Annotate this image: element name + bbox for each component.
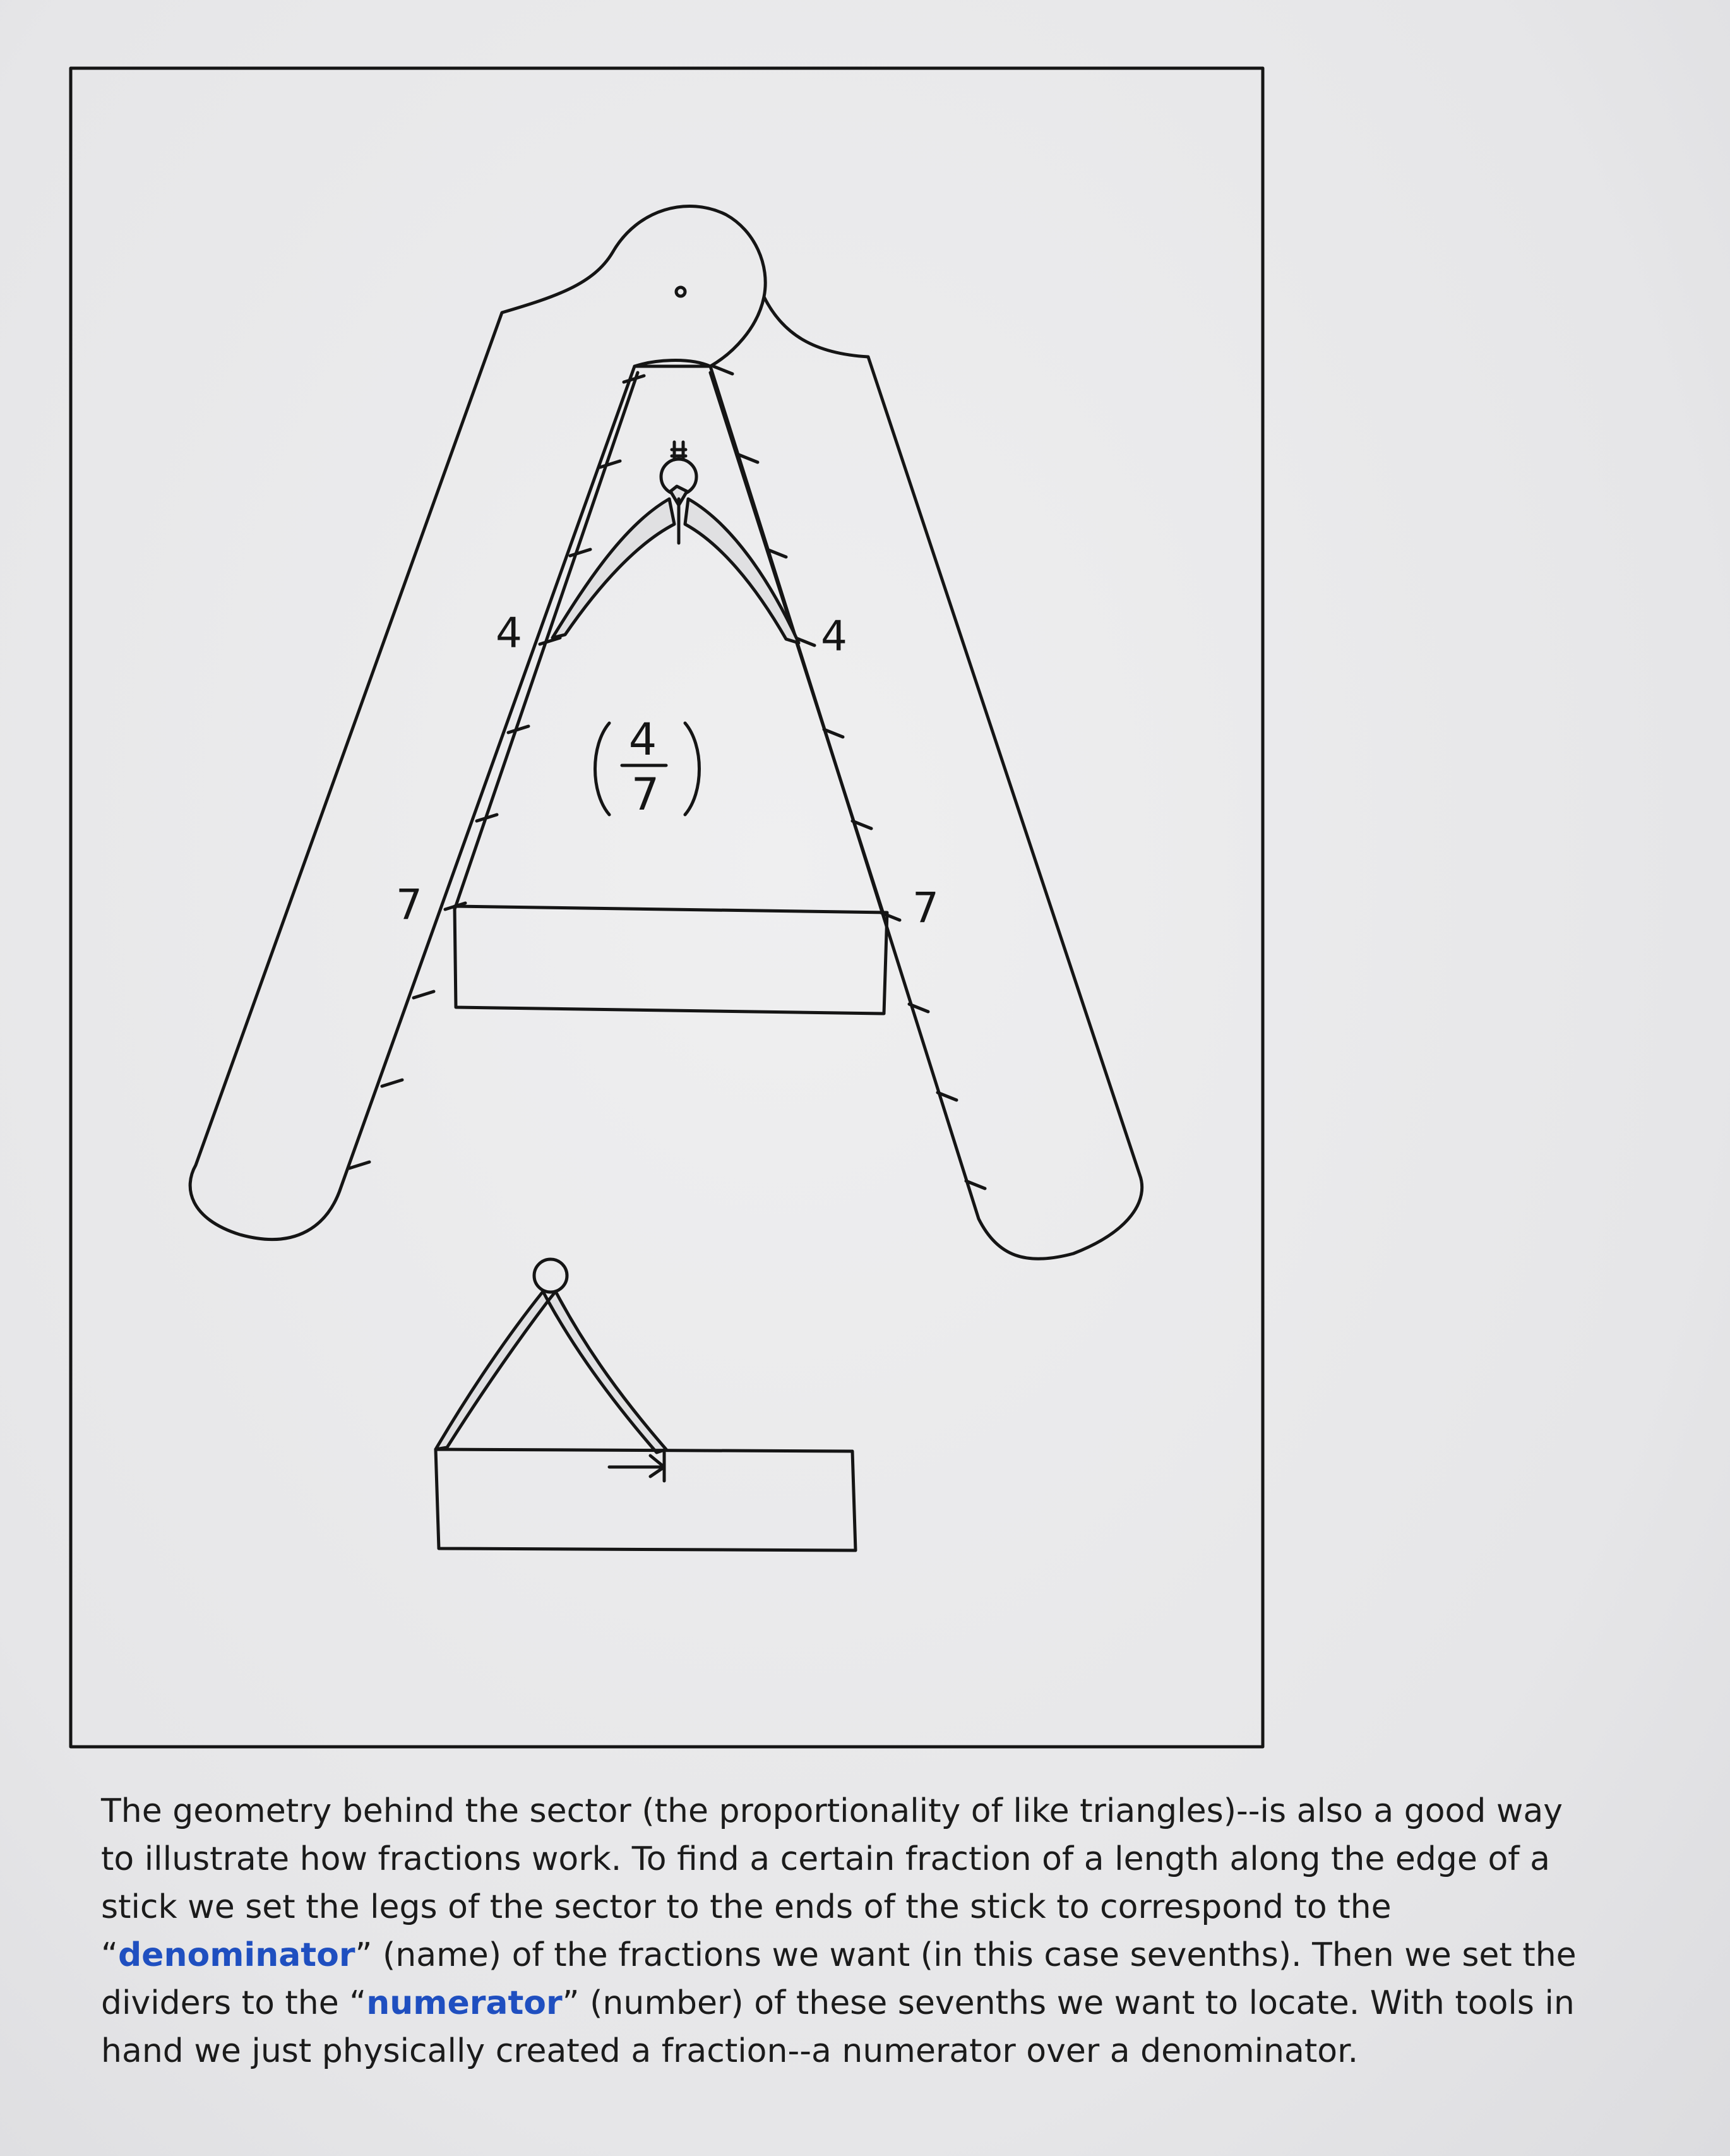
fraction-denominator: 7 xyxy=(631,769,660,820)
triangle-right-side xyxy=(710,373,884,916)
caption-line-4-rest: ” (name) of the fractions we want (in this case sevenths). Then we set the xyxy=(355,1936,1577,1974)
open-quote: “ xyxy=(101,1936,118,1974)
pivot-pin xyxy=(676,287,685,296)
caption-line-5 xyxy=(101,1979,1661,2027)
fraction-label xyxy=(595,714,700,820)
keyword-numerator: numerator xyxy=(366,1984,563,2022)
caption-line-5-pre: dividers to the “ xyxy=(101,1984,367,2022)
caption-line-6: hand we just physically created a fraction--a numerator over a denominator. xyxy=(101,2032,1359,2070)
caption-line-2: to illustrate how fractions work. To find a certain fraction of a length along the edge of a xyxy=(101,1840,1550,1878)
caption-line-3: stick we set the legs of the sector to the ends of the stick to correspond to the xyxy=(101,1888,1392,1926)
fraction-numerator: 4 xyxy=(628,714,657,765)
lower-dividers xyxy=(436,1259,666,1452)
left-leg-ticks xyxy=(349,376,644,1168)
arrow-mark xyxy=(609,1452,664,1481)
figure-frame xyxy=(71,68,1263,1747)
label-left-4: 4 xyxy=(496,609,522,657)
label-right-7: 7 xyxy=(912,883,939,932)
hinge-arc xyxy=(635,297,764,366)
triangle-left-side xyxy=(455,373,638,909)
upper-dividers xyxy=(552,442,799,643)
right-leg-ticks xyxy=(713,366,985,1189)
label-right-4: 4 xyxy=(821,612,847,661)
caption-line-4 xyxy=(101,1931,1661,1979)
upper-stick xyxy=(455,906,887,1014)
caption-line-1: The geometry behind the sector (the proportionality of like triangles)--is also a good way xyxy=(101,1792,1563,1830)
label-left-7: 7 xyxy=(396,880,422,929)
lower-stick xyxy=(436,1449,856,1550)
keyword-denominator: denominator xyxy=(117,1936,355,1974)
sector-outline xyxy=(190,207,1142,1259)
caption-line-5-rest: ” (number) of these sevenths we want to locate. With tools in xyxy=(562,1984,1575,2022)
caption-text xyxy=(101,1787,1661,2075)
